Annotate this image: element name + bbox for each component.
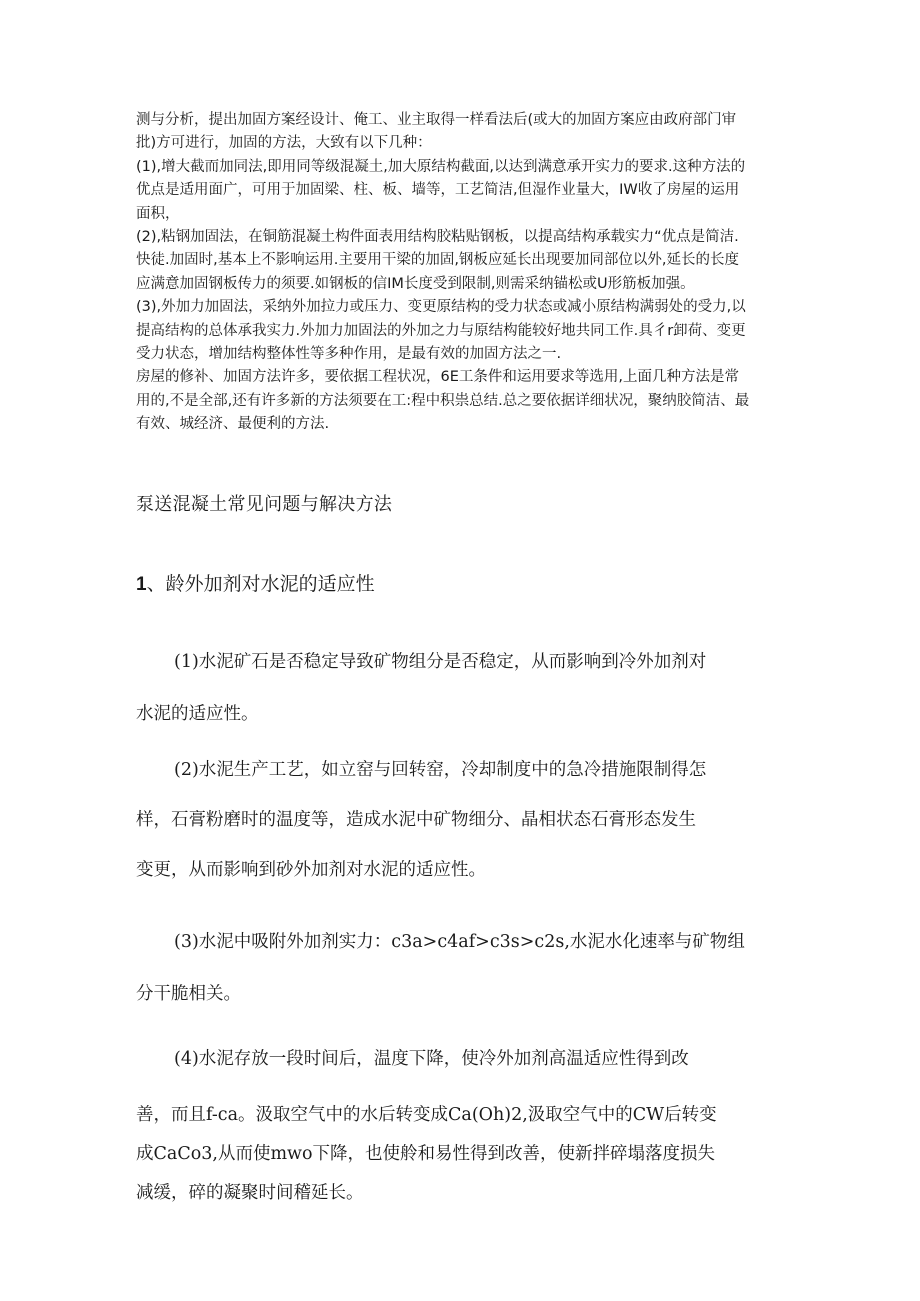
intro-line: 提高结构的总体承我实力.外加力加固法的外加之力与原结构能较好地共同工作.具彳r卸荷、变更	[136, 322, 746, 339]
paragraph-2	[136, 745, 796, 895]
subsection-title-text: 、龄外加剂对水泥的适应性	[146, 573, 375, 595]
intro-line: 有效、城经济、最便利的方法.	[136, 416, 330, 433]
intro-line: 测与分析，提出加固方案经设计、俺工、业主取得一样看法后(或大的加固方案应由政府部门审	[136, 112, 737, 128]
paragraph-line: (2)水泥生产工艺，如立窑与回转窑，冷却制度中的急冷措施限制得怎	[174, 760, 707, 780]
paragraph-line: 水泥的适应性。	[136, 704, 259, 724]
subsection-title	[136, 569, 375, 596]
paragraph-line: (4)水泥存放一段时间后，温度下降，使冷外加剂高温适应性得到改	[174, 1049, 689, 1069]
paragraph-line: 分干脆相关。	[136, 984, 241, 1004]
subsection-number: 1	[136, 574, 147, 595]
paragraph-line: 变更，从而影响到砂外加剂对水泥的适应性。	[136, 860, 486, 880]
intro-line: 用的,不是全部,还有许多新的方法须要在工:程中积祟总结.总之要依据详细状况，聚纳胶简洁、最	[136, 392, 750, 409]
intro-line: (3),外加力加固法，采纳外加拉力或压力、变更原结构的受力状态或减小原结构满弱处的受力,以	[136, 299, 746, 316]
paragraph-line: (3)水泥中吸附外加剂实力：c3a>c4af>c3s>c2s,水泥水化速率与矿物组	[174, 932, 745, 952]
paragraph-line: 减缓，碎的凝聚时间稽延长。	[136, 1183, 364, 1203]
intro-line: 受力状态，增加结构整体性等多种作用，是最有效的加固方法之一.	[136, 346, 562, 363]
paragraph-line: (1)水泥矿石是否稳定导致矿物组分是否稳定，从而影响到冷外加剂对	[174, 652, 707, 672]
paragraph-4	[136, 1040, 796, 1213]
intro-line: (2),粘钢加固法，在铜筋混凝土构件面表用结构胶粘贴钢板，以提高结构承载实力“优点是简洁.	[136, 229, 739, 246]
intro-line: 批)方可进行，加固的方法，大致有以下几种：	[136, 135, 432, 152]
paragraph-line: 善，而且f-ca。汲取空气中的水后转变成Ca(Oh)2,汲取空气中的CW后转变	[136, 1105, 717, 1125]
paragraph-3	[136, 916, 796, 1020]
intro-line: (1),增大截而加同法,即用同等级混凝土,加大原结构截面,以达到满意承开实力的要求.这种方法的	[136, 158, 746, 175]
paragraph-line: 样，石膏粉磨时的温度等，造成水泥中矿物细分、晶相状态石膏形态发生	[136, 810, 696, 830]
section-title: 泵送混凝土常见问题与解决方法	[136, 494, 393, 515]
intro-line: 房屋的修补、加固方法许多，要依据工程状况，6E工条件和运用要求等选用,上面几种方法是常	[136, 369, 739, 386]
paragraph-1	[136, 636, 796, 740]
intro-line: 应满意加固钢板传力的须要.如钢板的信IM长度受到限制,则需采纳锚松或U形筋板加强。	[136, 275, 695, 292]
intro-line: 优点是适用面广，可用于加固梁、柱、板、墙等，工艺简洁,但湿作业量大，IW收了房屋的运用	[136, 182, 740, 199]
intro-line: 快徒.加固时,基本上不影响运用.主要用干梁的加固,钢板应延长出现要加同部位以外,延长的长度	[136, 252, 740, 269]
paragraph-line: 成CaCo3,从而使mwo下降，也使舲和易性得到改善，使新拌碎塌落度损失	[136, 1144, 716, 1164]
intro-line: 面积，	[136, 205, 180, 222]
intro-text-block	[136, 109, 788, 437]
